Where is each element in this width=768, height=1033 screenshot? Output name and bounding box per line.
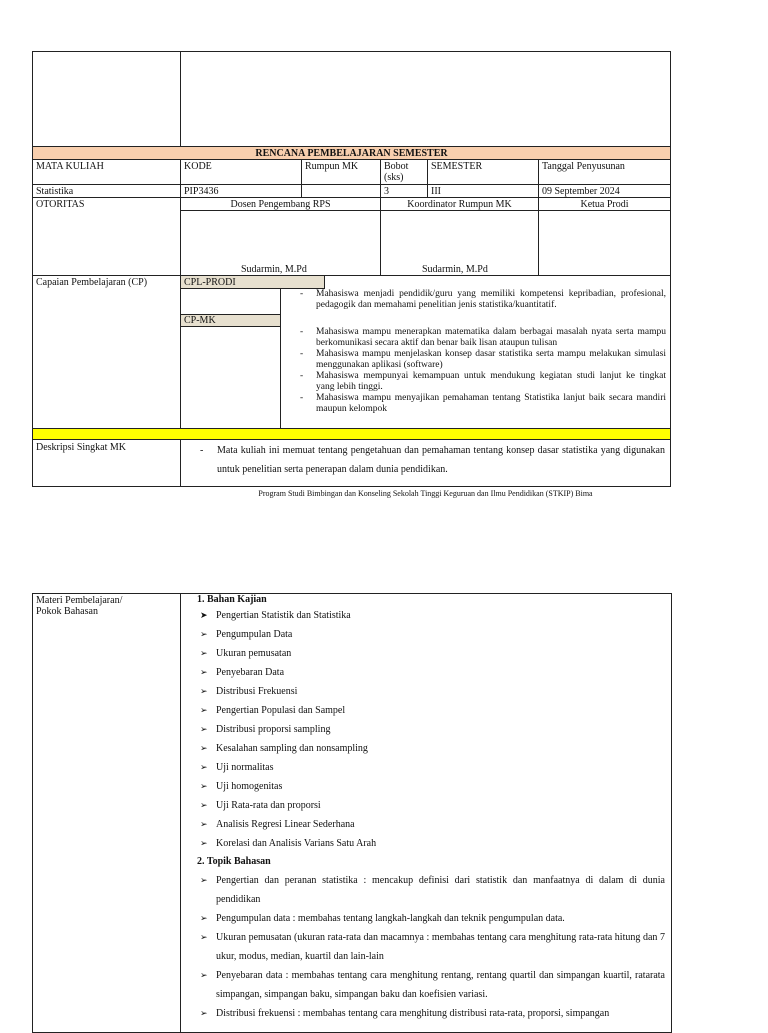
bahan-kajian-list (197, 606, 665, 853)
arrowhead-bullet-icon: ➢ (200, 762, 208, 772)
list-item: ➢ Korelasi dan Analisis Varians Satu Arah (197, 834, 665, 853)
otoritas-label: OTORITAS (32, 197, 181, 276)
page-footer: Program Studi Bimbingan dan Konseling Sekolah Tinggi Keguruan dan Ilmu Pendidikan (STKIP) Bima (258, 489, 593, 498)
arrowhead-bullet-icon: ➢ (200, 648, 208, 658)
cpmk-left-cell (180, 326, 281, 429)
value-mata-kuliah: Statistika (32, 184, 181, 198)
header-semester: SEMESTER (427, 159, 539, 185)
arrowhead-bullet-icon: ➢ (200, 819, 208, 829)
arrowhead-bullet-icon: ➢ (200, 932, 208, 942)
value-tanggal: 09 September 2024 (538, 184, 671, 198)
cpl-left-cell (180, 288, 281, 315)
dash-bullet: - (300, 393, 304, 403)
dosen-pengembang-label: Dosen Pengembang RPS (180, 197, 381, 211)
list-item: ➢ Distribusi Frekuensi (197, 682, 665, 701)
value-kode: PIP3436 (180, 184, 302, 198)
arrowhead-bullet-icon: ➢ (200, 1008, 208, 1018)
arrowhead-bullet-icon: ➢ (200, 667, 208, 677)
list-item: ➢ Distribusi frekuensi : membahas tentang cara menghitung distribusi rata-rata, proporsi, simpangan (197, 1004, 665, 1023)
page-title: RENCANA PEMBELAJARAN SEMESTER (32, 146, 671, 160)
arrowhead-bullet-icon: ➢ (200, 970, 208, 980)
dosen-name: Sudarmin, M.Pd (241, 264, 307, 275)
list-item: ➢ Uji normalitas (197, 758, 665, 777)
list-item: ➢ Penyebaran Data (197, 663, 665, 682)
section-title-topik-bahasan: 2. Topik Bahasan (197, 856, 271, 867)
arrowhead-bullet-icon: ➢ (200, 705, 208, 715)
header-rumpun-mk: Rumpun MK (301, 159, 381, 185)
section-title-bahan-kajian: 1. Bahan Kajian (197, 594, 267, 605)
topik-bahasan-list (197, 871, 665, 1023)
list-item: ➢ Uji Rata-rata dan proporsi (197, 796, 665, 815)
list-item: ➢ Pengumpulan data : membahas tentang langkah-langkah dan teknik pengumpulan data. (197, 909, 665, 928)
arrowhead-bullet-icon: ➢ (200, 800, 208, 810)
deskripsi-text: - Mata kuliah ini memuat tentang pengetahuan dan pemahaman tentang konsep dasar statistika yang digunakan untuk penelitian serta penerapan dalam dunia pendidikan. (200, 441, 665, 479)
arrowhead-bullet-icon: ➢ (200, 913, 208, 923)
ketua-prodi-label: Ketua Prodi (538, 197, 671, 211)
value-rumpun-mk (301, 184, 381, 198)
arrowhead-bullet-icon: ➢ (200, 629, 208, 639)
koordinator-signature-cell (380, 210, 539, 276)
koordinator-label: Koordinator Rumpun MK (380, 197, 539, 211)
header-blank-cell (180, 51, 671, 147)
arrowhead-bullet-icon: ➢ (200, 875, 208, 885)
header-tanggal: Tanggal Penyusunan (538, 159, 671, 185)
list-item: ➢ Kesalahan sampling dan nonsampling (197, 739, 665, 758)
arrowhead-bullet-icon: ➢ (200, 743, 208, 753)
materi-content (197, 594, 665, 1023)
capaian-label: Capaian Pembelajaran (CP) (32, 275, 181, 429)
list-item: - Mahasiswa mampu menerapkan matematika dalam berbagai masalah nyata serta mampu berkomunikasi secara aktif dan benar baik lisan ataupun tulisan (300, 327, 666, 348)
ketua-signature-cell (538, 210, 671, 276)
list-item: ➢ Pengertian dan peranan statistika : mencakup definisi dari statistik dan manfaatnya di dalam di dunia pendidikan (197, 871, 665, 909)
dash-bullet: - (300, 349, 304, 359)
cpl-prodi-label: CPL-PRODI (180, 275, 325, 289)
dash-bullet: - (200, 445, 204, 456)
materi-label-text: Materi Pembelajaran/ Pokok Bahasan (36, 595, 123, 617)
list-item: ➢ Pengertian Populasi dan Sampel (197, 701, 665, 720)
list-item: ➢ Distribusi proporsi sampling (197, 720, 665, 739)
header-kode: KODE (180, 159, 302, 185)
dash-bullet: - (300, 289, 304, 299)
cpmk-list (300, 327, 666, 415)
list-item: ➢ Ukuran pemusatan (197, 644, 665, 663)
dosen-signature-cell (180, 210, 381, 276)
value-semester: III (427, 184, 539, 198)
list-item: ➢ Pengumpulan Data (197, 625, 665, 644)
list-item: ➢ Penyebaran data : membahas tentang cara menghitung rentang, rentang quartil dan simpangan kuartil, ratarata simpangan, simpangan baku, simpangan baku dan koefisien variasi. (197, 966, 665, 1004)
list-item: - Mahasiswa mampu menjelaskan konsep dasar statistika serta mampu melakukan simulasi menggunakan aplikasi (software) (300, 349, 666, 370)
dash-bullet: - (300, 327, 304, 337)
arrowhead-bullet-icon: ➤ (200, 610, 208, 620)
arrowhead-bullet-icon: ➢ (200, 781, 208, 791)
list-item: ➢ Analisis Regresi Linear Sederhana (197, 815, 665, 834)
logo-cell (32, 51, 181, 147)
materi-left-cell (32, 593, 181, 1033)
header-bobot: Bobot (sks) (380, 159, 428, 185)
dash-bullet: - (300, 371, 304, 381)
cpl-item: - Mahasiswa menjadi pendidik/guru yang memiliki kompetensi kepribadian, profesional, pedagogik dan memahami penelitian jenis statistika/kuantitatif. (300, 289, 666, 310)
arrowhead-bullet-icon: ➢ (200, 686, 208, 696)
arrowhead-bullet-icon: ➢ (200, 838, 208, 848)
koordinator-name: Sudarmin, M.Pd (422, 264, 488, 275)
list-item: ➢ Uji homogenitas (197, 777, 665, 796)
list-item: ➢ Ukuran pemusatan (ukuran rata-rata dan macamnya : membahas tentang cara menghitung rata-rata hitung dan 7 ukur, modus, median, kuartil dan lain-lain (197, 928, 665, 966)
list-item: ➤ Pengertian Statistik dan Statistika (197, 606, 665, 625)
cp-mk-label: CP-MK (180, 314, 281, 327)
header-mata-kuliah: MATA KULIAH (32, 159, 181, 185)
list-item: - Mahasiswa mempunyai kemampuan untuk mendukung kegiatan studi lanjut ke tingkat yang lebih tinggi. (300, 371, 666, 392)
list-item: - Mahasiswa mampu menyajikan pemahaman tentang Statistika lanjut baik secara mandiri maupun kelompok (300, 393, 666, 414)
deskripsi-label: Deskripsi Singkat MK (32, 439, 181, 487)
value-bobot: 3 (380, 184, 428, 198)
arrowhead-bullet-icon: ➢ (200, 724, 208, 734)
